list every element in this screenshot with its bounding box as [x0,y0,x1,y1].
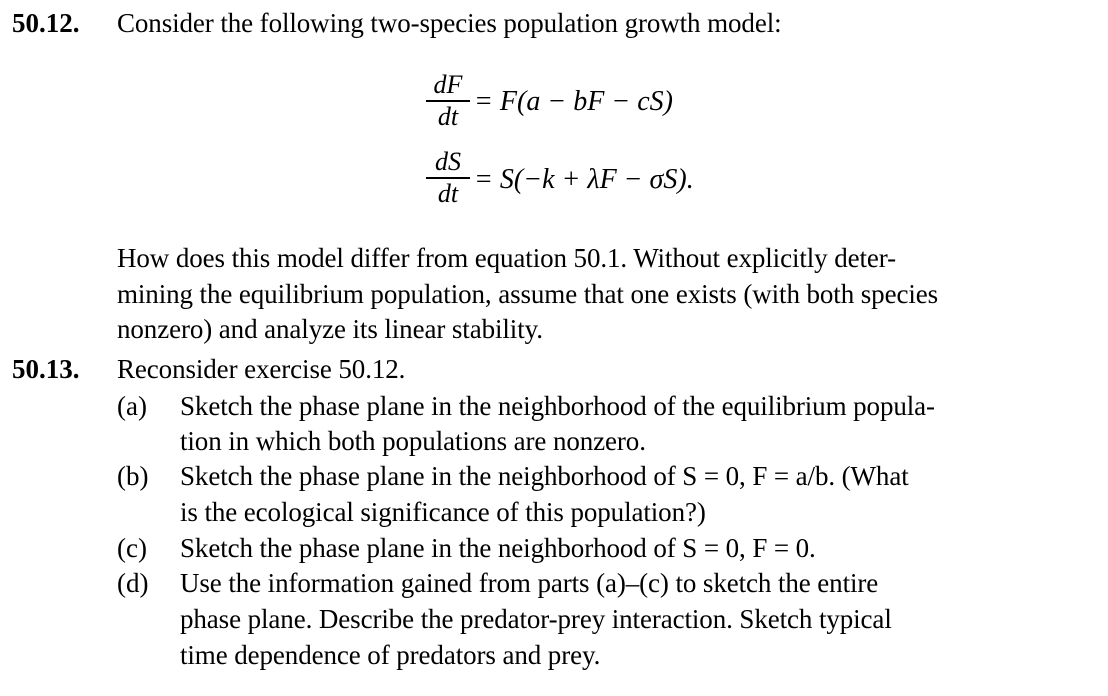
part-text-line: Use the information gained from parts (a)–(c) to sketch the entire [180,568,879,598]
paragraph-line: How does this model differ from equation 50.1. Without explicitly deter- [117,243,897,273]
equation-1-rhs: = F(a − bF − cS) [474,86,673,117]
equation-2-rhs: = S(−k + λF − σS). [474,164,694,195]
part-text-line: Sketch the phase plane in the neighborhood of S = 0, F = a/b. (What [180,461,909,491]
part-label: (a) [117,391,147,421]
part-text-line: is the ecological significance of this population?) [180,497,706,527]
eq1-denominator: dt [437,102,459,131]
paragraph-line: mining the equilibrium population, assume that one exists (with both species [117,279,939,309]
exercise-number: 50.13. [12,354,80,384]
eq2-denominator: dt [437,179,459,208]
part-label: (b) [117,461,149,491]
equation-2-fraction [426,147,470,209]
paragraph-line: nonzero) and analyze its linear stability. [117,314,543,344]
part-label: (c) [117,533,147,563]
part-text-line: phase plane. Describe the predator-prey interaction. Sketch typical [180,604,892,634]
exercise-intro: Reconsider exercise 50.12. [117,354,406,384]
eq1-numerator: dF [433,70,463,99]
exercise-intro: Consider the following two-species population growth model: [117,8,782,38]
exercise-number: 50.12. [12,8,80,38]
eq2-numerator: dS [435,147,461,176]
part-label: (d) [117,568,149,598]
part-text-line: tion in which both populations are nonzero. [180,426,646,456]
equation-1-fraction [426,70,470,132]
part-text-line: Sketch the phase plane in the neighborhood of S = 0, F = 0. [180,533,816,563]
part-text-line: time dependence of predators and prey. [180,640,601,670]
part-text-line: Sketch the phase plane in the neighborhood of the equilibrium popula- [180,391,935,421]
